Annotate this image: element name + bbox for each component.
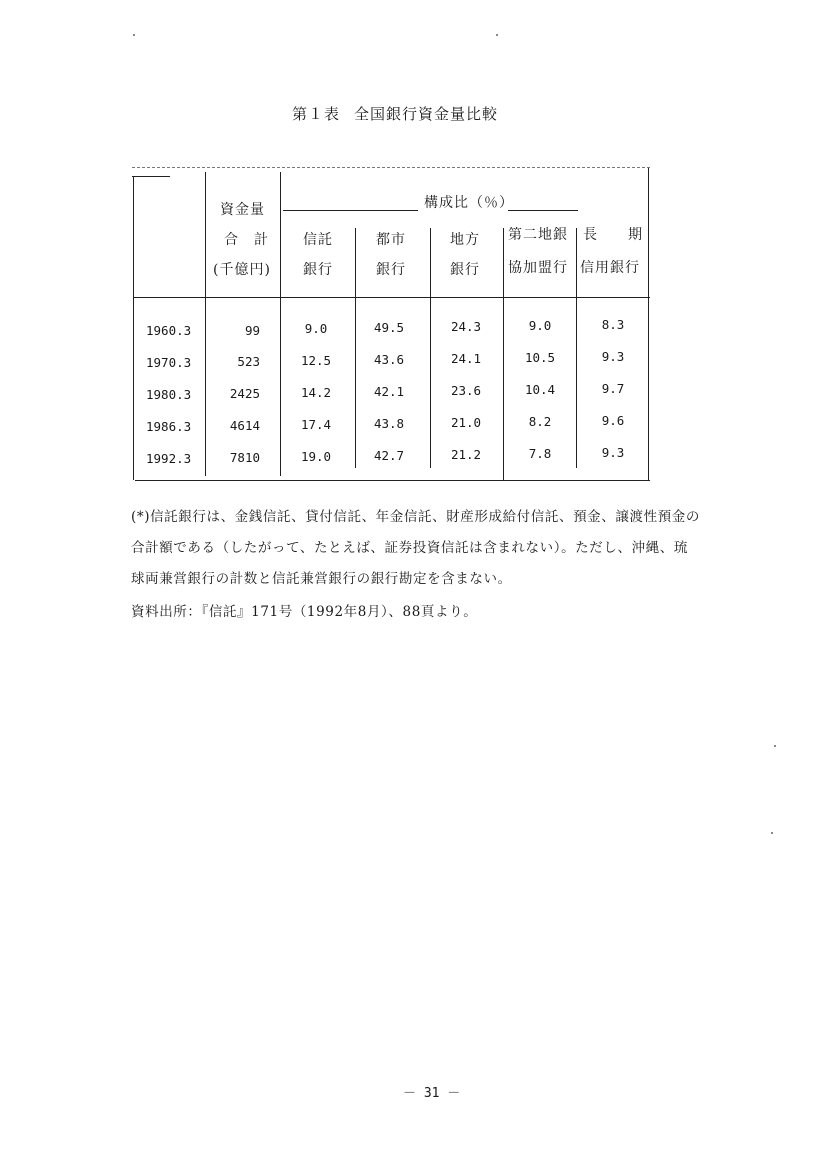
row-regional: 21.0 [450, 415, 482, 430]
row-total: 7810 [229, 450, 260, 465]
row-year: 1986.3 [146, 419, 192, 434]
header-composition: 構成比（％） [424, 195, 514, 211]
composition-line-right [508, 210, 578, 211]
row-trust: 12.5 [300, 353, 332, 368]
row-long-term: 9.3 [601, 445, 625, 460]
row-regional: 24.3 [450, 319, 482, 334]
scan-speck [774, 745, 776, 747]
row-year: 1980.3 [146, 387, 192, 402]
scan-speck [771, 832, 773, 834]
header-total-1: 資金量 [220, 202, 265, 218]
row-city: 42.1 [373, 384, 405, 399]
header-col3-line1: 地方 [450, 232, 480, 248]
table-title [292, 103, 498, 124]
row-trust: 9.0 [304, 321, 328, 336]
row-regional: 21.2 [450, 447, 482, 462]
header-col2-line1: 都市 [376, 232, 406, 248]
row-regional: 24.1 [450, 351, 482, 366]
col-line-5 [503, 228, 504, 480]
row-trust: 17.4 [300, 417, 332, 432]
header-total-3: (千億円) [213, 262, 271, 278]
row-second-regional: 7.8 [528, 446, 552, 461]
row-trust: 19.0 [300, 449, 332, 464]
row-second-regional: 10.5 [524, 350, 556, 365]
header-col4-line2: 協加盟行 [508, 260, 568, 276]
row-total: 523 [237, 354, 260, 369]
header-col4-line1: 第二地銀 [508, 227, 568, 243]
header-col2-line2: 銀行 [376, 262, 406, 278]
row-city: 42.7 [373, 448, 405, 463]
header-col5-line2: 信用銀行 [580, 260, 640, 276]
note-line-1: (*)信託銀行は、金銭信託、貸付信託、年金信託、財産形成給付信託、預金、譲渡性預金の [131, 509, 700, 525]
scan-speck [133, 34, 135, 36]
row-long-term: 9.3 [601, 349, 625, 364]
corner-line [132, 176, 170, 177]
table-caption: 全国銀行資金量比較 [354, 105, 499, 123]
row-long-term: 9.7 [601, 381, 625, 396]
row-long-term: 9.6 [601, 413, 625, 428]
row-city: 43.8 [373, 416, 405, 431]
col-line-3 [355, 228, 356, 468]
scan-speck [496, 34, 498, 36]
note-line-2: 合計額である（したがって、たとえば、証券投資信託は含まれない）。ただし、沖縄、琉 [131, 540, 688, 556]
note-line-3: 球両兼営銀行の計数と信託兼営銀行の銀行勘定を含まない。 [131, 571, 512, 587]
table-bottom-border [135, 480, 650, 481]
row-long-term: 8.3 [601, 317, 625, 332]
row-year: 1992.3 [146, 451, 192, 466]
table-top-border [132, 167, 650, 168]
row-total: 99 [244, 323, 260, 338]
col-line-7 [648, 168, 649, 480]
row-city: 49.5 [373, 320, 405, 335]
row-total: 4614 [229, 418, 260, 433]
header-col1-line2: 銀行 [303, 262, 333, 278]
col-line-2 [280, 172, 281, 476]
col-line-4 [430, 228, 431, 468]
header-total-2: 合 計 [224, 232, 269, 248]
row-year: 1960.3 [146, 323, 192, 338]
row-total: 2425 [229, 386, 260, 401]
table-number: 第１表 [292, 105, 341, 123]
row-regional: 23.6 [450, 383, 482, 398]
source-line: 資料出所：『信託』171号（1992年8月）、88頁より。 [131, 604, 478, 620]
page-number: － 31 － [403, 1086, 461, 1101]
header-col1-line1: 信託 [303, 232, 333, 248]
header-col5-line1: 長 期 [583, 227, 643, 243]
row-second-regional: 9.0 [528, 318, 552, 333]
row-trust: 14.2 [300, 385, 332, 400]
row-city: 43.6 [373, 352, 405, 367]
row-second-regional: 10.4 [524, 382, 556, 397]
row-second-regional: 8.2 [528, 414, 552, 429]
header-col3-line2: 銀行 [450, 262, 480, 278]
col-line-6 [576, 228, 577, 468]
row-year: 1970.3 [146, 355, 192, 370]
header-separator [133, 297, 650, 298]
composition-line-left [283, 210, 418, 211]
col-line-0 [133, 176, 134, 480]
